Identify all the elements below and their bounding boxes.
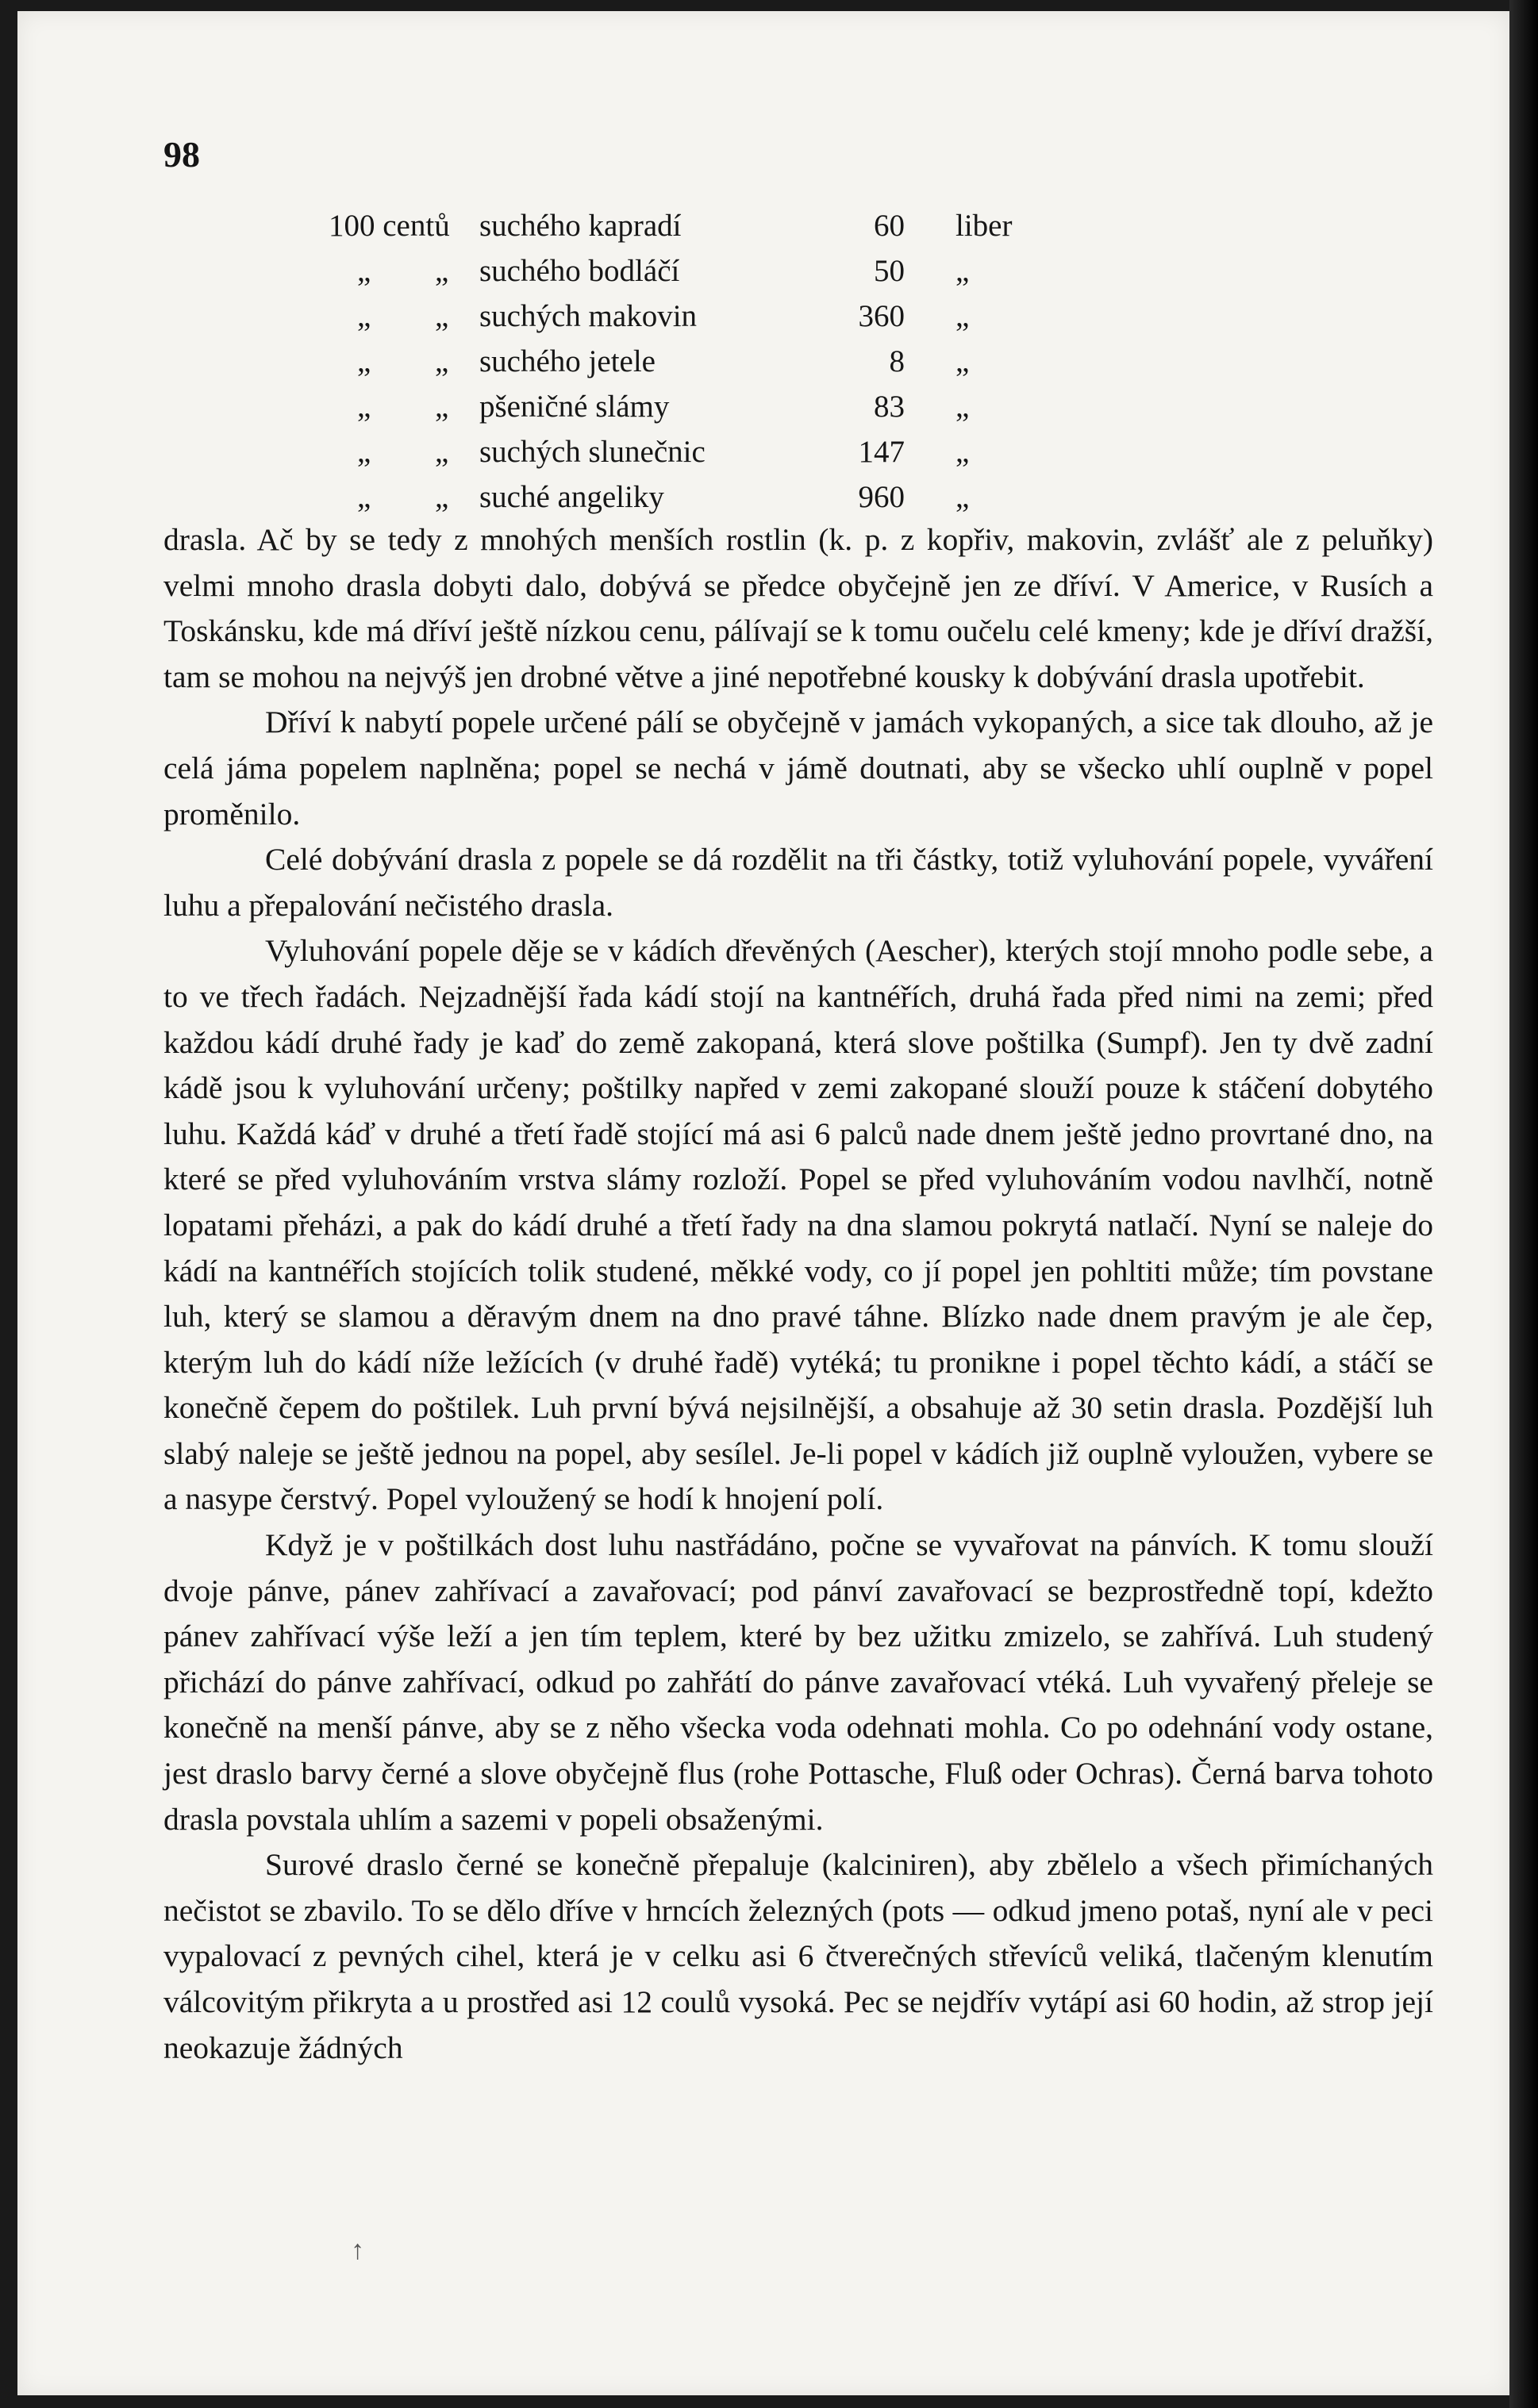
- ditto-mark: „: [435, 435, 449, 469]
- ditto-mark: „: [357, 254, 371, 288]
- ditto-mark: „: [955, 344, 970, 378]
- paragraph: Vyluhování popele děje se v kádích dřevěných (Aescher), kterých stojí mnoho podle sebe, a to ve třech řadách. Nejzadnější řada kádí stojí na kantnéřích, druhá řada před nimi na zemi; před každou kádí druhé řady je kaď do země zakopaná, která slove poštilka (Sumpf). Jen ty dvě zadní kádě jsou k vyluhování určeny; poštilky napřed v zemi zakopané slouží pouze k stáčení dobytého luhu. Každá káď v druhé a třetí řadě stojící má asi 6 palců nade dnem ještě jedno provrtané dno, na které se před vyluhováním vrstva slámy rozloží. Popel se před vyluhováním vodou navlhčí, notně lopatami přeházi, a pak do kádí druhé a třetí řady na dna slamou pokrytá natlačí. Nyní se naleje do kádí na kantnéřích stojících tolik studené, měkké vody, co jí popel jen pohltiti může; tím povstane luh, který se slamou a děravým dnem na dno pravé táhne. Blízko nade dnem pravým je ale čep, kterým luh do kádí níže ležících (v druhé řadě) vytéká; tu pronikne i popel těchto kádí, a stáčí se konečně čepem do poštilek. Luh první bývá nejsilnější, a obsahuje až 30 setin drasla. Pozdější luh slabý naleje se ještě jednou na popel, aby sesílel. Je-li popel v kádích již ouplně vyloužen, vybere se a nasype čerstvý. Popel vyloužený se hodí k hnojení polí.: [163, 933, 1433, 1517]
- table-value: 960: [858, 480, 905, 514]
- table-unit: liber: [955, 209, 1013, 243]
- ditto-mark: „: [955, 254, 970, 288]
- table-value: 147: [858, 435, 905, 469]
- ditto-mark: „: [955, 480, 970, 514]
- paragraph: Surové draslo černé se konečně přepaluje (kalciniren), aby zbělelo a všech přimíchaných nečistot se zbavilo. To se dělo dříve v hrncích železných (pots — odkud jmeno potaš, nyní ale v peci vypalovací z pevných cihel, která je v celku asi 6 čtverečných střevíců veliká, tlačeným klenutím válcovitým přikryta a u prostřed asi 12 coulů vysoká. Pec se nejdřív vytápí asi 60 hodin, až strop její neokazuje žádných: [163, 1847, 1433, 2065]
- paragraph: Dříví k nabytí popele určené pálí se obyčejně v jamách vykopaných, a sice tak dlouho, až je celá jáma popelem naplněna; popel se nechá v jámě doutnati, aby se všecko uhlí ouplně v popel proměnilo.: [163, 705, 1433, 831]
- table-value: 60: [874, 209, 905, 243]
- ditto-mark: „: [435, 480, 449, 514]
- ditto-mark: „: [955, 435, 970, 469]
- table-value: 50: [874, 254, 905, 288]
- table-item: suché angeliky: [479, 480, 664, 514]
- table-value: 360: [858, 299, 905, 333]
- body-text: [163, 517, 1433, 2071]
- ditto-mark: „: [435, 390, 449, 424]
- table-item: suchého bodláčí: [479, 254, 680, 288]
- table-prefix: 100 centů: [329, 209, 450, 243]
- paragraph: Když je v poštilkách dost luhu nastřádáno, počne se vyvařovat na pánvích. K tomu slouží dvoje pánve, pánev zahřívací a zavařovací; pod pánví zavařovací se bezprostředně topí, kdežto pánev zahřívací výše leží a jen tím teplem, které by bez užitku zmizelo, se zahřívá. Luh studený přichází do pánve zahřívací, odkud po zahřátí do pánve zavařovací vtéká. Luh vyvařený přeleje se konečně na menší pánve, aby se z něho všecka voda odehnati mohla. Co po odehnání vody ostane, jest draslo barvy černé a slove obyčejně flus (rohe Pottasche, Fluß oder Ochras). Černá barva tohoto drasla povstala uhlím a sazemi v popeli obsaženými.: [163, 1527, 1433, 1837]
- paragraph: Celé dobývání drasla z popele se dá rozdělit na tři částky, totiž vyluhování popele, vyváření luhu a přepalování nečistého drasla.: [163, 842, 1433, 923]
- ditto-mark: „: [955, 390, 970, 424]
- ditto-mark: „: [357, 435, 371, 469]
- scan-edge: [1509, 0, 1538, 2408]
- ditto-mark: „: [357, 299, 371, 333]
- table-value: 83: [874, 390, 905, 424]
- table-item: pšeničné slámy: [479, 390, 670, 424]
- ditto-mark: „: [357, 480, 371, 514]
- ditto-mark: „: [435, 299, 449, 333]
- ditto-mark: „: [357, 390, 371, 424]
- ditto-mark: „: [357, 344, 371, 378]
- page-number: 98: [163, 134, 200, 175]
- ditto-mark: „: [955, 299, 970, 333]
- ditto-mark: „: [435, 344, 449, 378]
- table-item: suchého kapradí: [479, 209, 682, 243]
- table-value: 8: [889, 344, 905, 378]
- footer-mark: ↑: [351, 2236, 364, 2265]
- paragraph: drasla. Ač by se tedy z mnohých menších rostlin (k. p. z kopřiv, makovin, zvlášť ale z peluňky) velmi mnoho drasla dobyti dalo, dobývá se předce obyčejně jen ze dříví. V Americe, v Rusích a Toskánsku, kde má dříví ještě nízkou cenu, pálívají se k tomu oučelu celé kmeny; kde je dříví dražší, tam se mohou na nejvýš jen drobné větve a jiné nepotřebné kousky k dobývání drasla upotřebit.: [163, 522, 1433, 694]
- table-item: suchých makovin: [479, 299, 698, 333]
- ditto-mark: „: [435, 254, 449, 288]
- table-item: suchého jetele: [479, 344, 656, 378]
- table-item: suchých slunečnic: [479, 435, 706, 469]
